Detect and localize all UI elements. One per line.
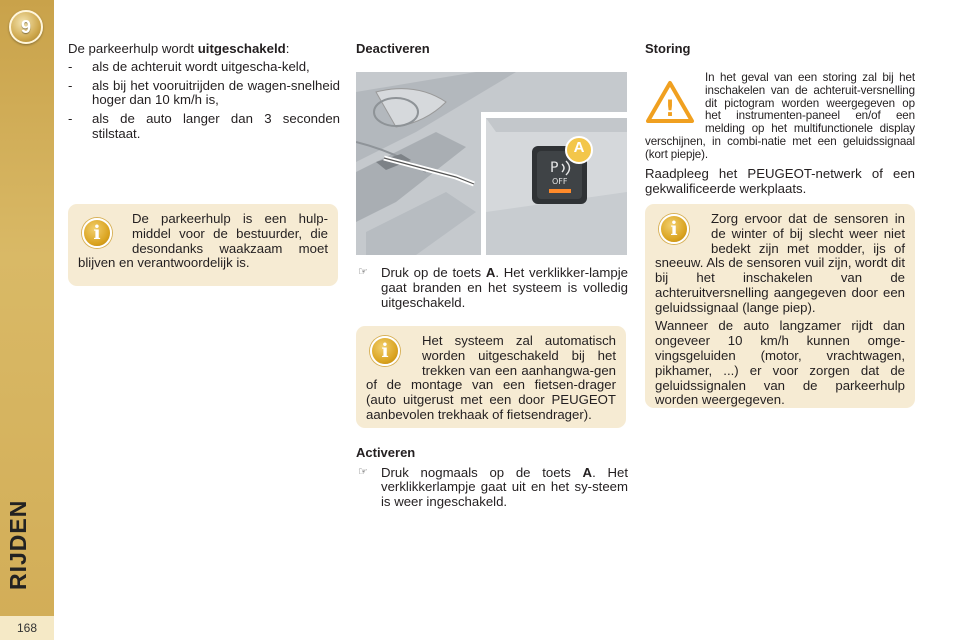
activate-section: [356, 446, 628, 510]
dashboard-button-illustration: [356, 72, 627, 255]
intro-suffix: :: [285, 41, 290, 56]
column-fault: [645, 42, 915, 68]
deactivate-key: A: [485, 265, 496, 280]
button-a-label: A: [573, 139, 585, 156]
page-number: 168: [0, 616, 54, 640]
dash-mark: -: [68, 77, 73, 93]
intro-prefix: De parkeerhulp wordt: [68, 41, 198, 56]
info-icon: i: [82, 218, 112, 248]
warning-triangle-icon: [645, 80, 695, 124]
dash-mark: -: [68, 58, 73, 74]
dash-mark: -: [68, 111, 73, 127]
deactivate-text-a: Druk op de toets: [381, 265, 486, 280]
list-item-text: als de achteruit wordt uitgescha-keld,: [92, 58, 310, 74]
pointing-hand-icon: ☞: [358, 266, 368, 278]
warning-mark: !: [664, 97, 676, 122]
list-item-text: als de auto langer dan 3 seconden stilstaat.: [92, 111, 340, 141]
svg-text:OFF: OFF: [552, 177, 568, 186]
dashboard-illustration: [356, 72, 627, 255]
sensor-care-note: [645, 204, 915, 408]
list-item: [68, 112, 340, 142]
activate-instruction: [356, 466, 628, 510]
list-item: [68, 79, 340, 109]
activate-text-b: . Het verklikkerlampje gaat uit en het sy-steem is weer ingeschakeld.: [381, 464, 628, 510]
disable-conditions-list: [68, 60, 340, 142]
chapter-title: RIJDEN: [5, 499, 31, 590]
fault-section: [645, 72, 915, 197]
note-text: Het systeem zal automatisch worden uitgeschakeld bij het trekken van een aanhangwa-gen of de montage van een fietsen-drager (auto uitgerust met een door PEUGEOT aanbevolen trekhaak of fietsendrager).: [366, 333, 616, 422]
deactivate-text-b: . Het verklikker-lampje gaat branden en het systeem is volledig uitgeschakeld.: [381, 265, 628, 310]
fault-heading: Storing: [645, 41, 691, 56]
column-deactivate: [356, 42, 628, 68]
auto-disable-note: [356, 326, 626, 428]
list-item-text: als bij het vooruitrijden de wagen-snelheid hoger dan 10 km/h is,: [92, 77, 340, 108]
note-text-sensors: Zorg ervoor dat de sensoren in de winter of bij slecht weer niet bedekt zijn met modder, ijs of sneeuw. Als de sensoren vuil zijn, wordt dit bij het inschakelen van de achteruitversnelling aangegeven door een geluidssignaal (lange piep).: [655, 211, 905, 315]
note-text-noise: Wanneer de auto langzamer rijdt dan ongeveer 10 km/h kunnen omge-vingsgeluiden (motor, vrachtwagen, pikhamer, ...) er voor zorgen dat de geluidssignalen van de parkeerhulp worden weergegeven.: [655, 318, 905, 408]
driver-responsibility-note: [68, 204, 338, 286]
intro-bold: uitgeschakeld: [197, 41, 286, 56]
list-item: [68, 60, 340, 75]
deactivate-heading: Deactiveren: [356, 41, 430, 56]
consult-network-text: Raadpleeg het PEUGEOT-netwerk of een gekwalificeerde werkplaats.: [645, 166, 915, 197]
deactivate-instruction: [356, 266, 628, 310]
activate-heading: Activeren: [356, 445, 416, 460]
info-icon: i: [659, 214, 689, 244]
pointing-hand-icon: ☞: [358, 465, 368, 478]
activate-text-a: Druk nogmaals op de toets: [381, 464, 583, 480]
chapter-badge: [9, 10, 43, 44]
chapter-number: 9: [20, 17, 31, 37]
column-disable-conditions: [68, 42, 340, 146]
chapter-sidebar: [0, 0, 54, 640]
info-icon: i: [370, 336, 400, 366]
svg-text:P: P: [550, 160, 559, 176]
note-text: De parkeerhulp is een hulp-middel voor de bestuurder, die desondanks waakzaam moet blijven en verantwoordelijk is.: [78, 211, 328, 271]
activate-key: A: [582, 464, 593, 480]
fault-text: In het geval van een storing zal bij het inschakelen van de achteruit-versnelling dit pictogram worden weergegeven op het instrumenten-paneel en/of een melding op het multifunctionele display verschijnen, in combi-natie met een geluidssignaal (kort piepje).: [645, 71, 915, 161]
intro-text: [68, 42, 340, 57]
